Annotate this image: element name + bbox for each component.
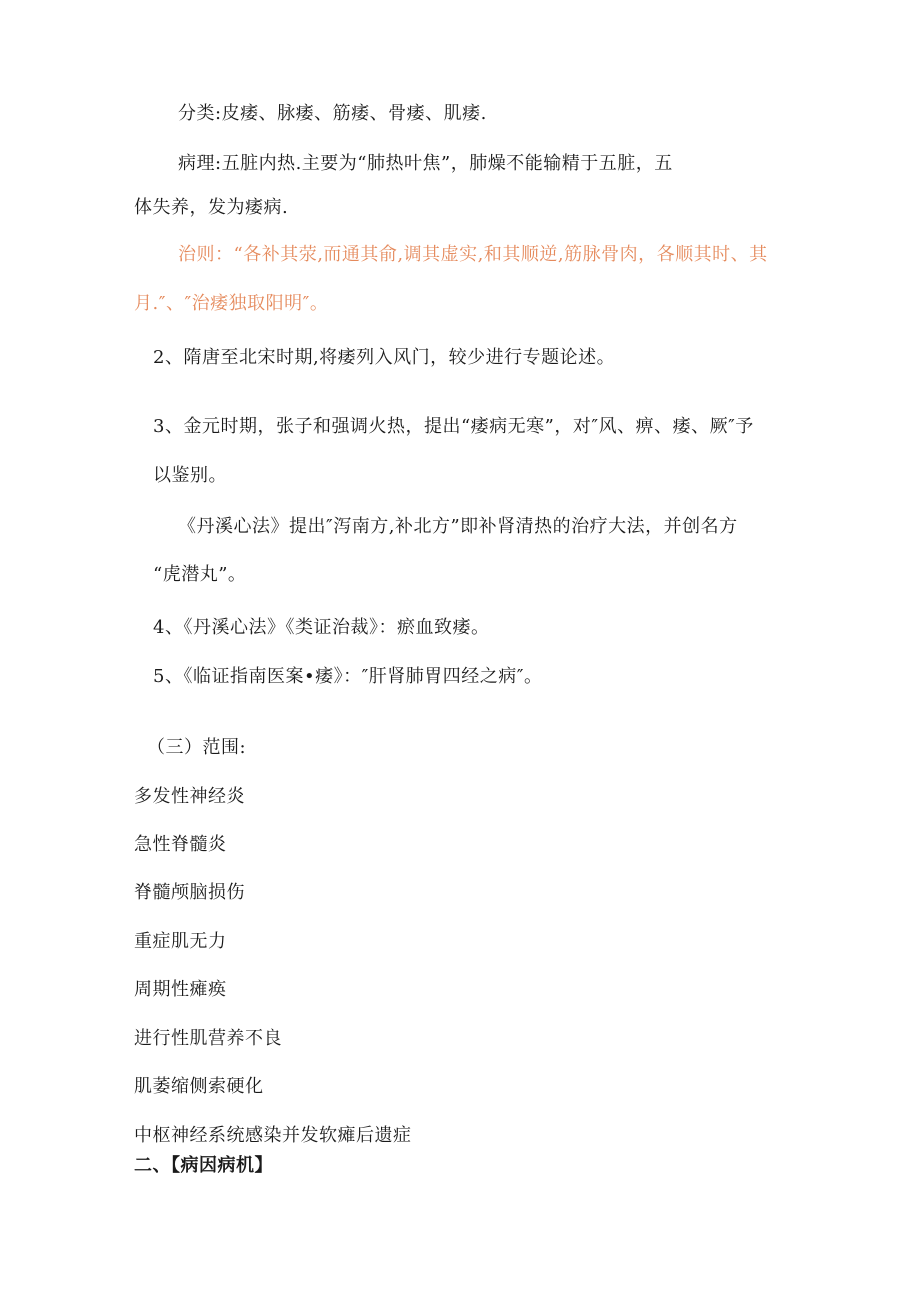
scope-heading: （三）范围: — [147, 737, 247, 758]
pathology-text-line-2: 体失养，发为痿病. — [134, 197, 289, 218]
scope-item: 脊髓颅脑损伤 — [134, 882, 245, 903]
scope-item: 急性脊髓炎 — [134, 834, 227, 855]
danxi-text-line-1: 《丹溪心法》提出″泻南方,补北方”即补肾清热的治疗大法，并创名方 — [178, 516, 738, 537]
scope-item: 进行性肌营养不良 — [134, 1028, 282, 1049]
item-3-text-line-2: 以鉴别。 — [153, 465, 227, 486]
scope-item: 肌萎缩侧索硬化 — [134, 1076, 264, 1097]
danxi-text-line-2: “虎潜丸”。 — [153, 564, 247, 585]
treatment-text-line-2: 月.″、″治痿独取阳明″。 — [134, 293, 329, 314]
scope-item: 周期性瘫痪 — [134, 979, 227, 1000]
item-3-text-line-1: 3、金元时期，张子和强调火热，提出“痿病无寒”，对″风、痹、痿、厥″予 — [153, 416, 754, 437]
item-4-text: 4、《丹溪心法》《类证治裁》：瘀血致痿。 — [153, 617, 490, 638]
scope-item: 中枢神经系统感染并发软瘫后遗症 — [134, 1125, 412, 1146]
section-2-heading: 二、【病因病机】 — [134, 1155, 273, 1176]
treatment-text-line-1: 治则：“各补其荥,而通其俞,调其虚实,和其顺逆,筋脉骨肉，各顺其时、其 — [178, 244, 768, 265]
item-2-text: 2、隋唐至北宋时期,将痿列入风门，较少进行专题论述。 — [153, 347, 616, 368]
classification-text: 分类:皮痿、脉痿、筋痿、骨痿、肌痿. — [178, 103, 487, 124]
item-5-text: 5、《临证指南医案•痿》：″肝肾肺胃四经之病″。 — [153, 666, 543, 687]
pathology-text-line-1: 病理:五脏内热.主要为“肺热叶焦”，肺燥不能输精于五脏，五 — [178, 153, 673, 174]
scope-item: 多发性神经炎 — [134, 786, 245, 807]
scope-item: 重症肌无力 — [134, 931, 227, 952]
